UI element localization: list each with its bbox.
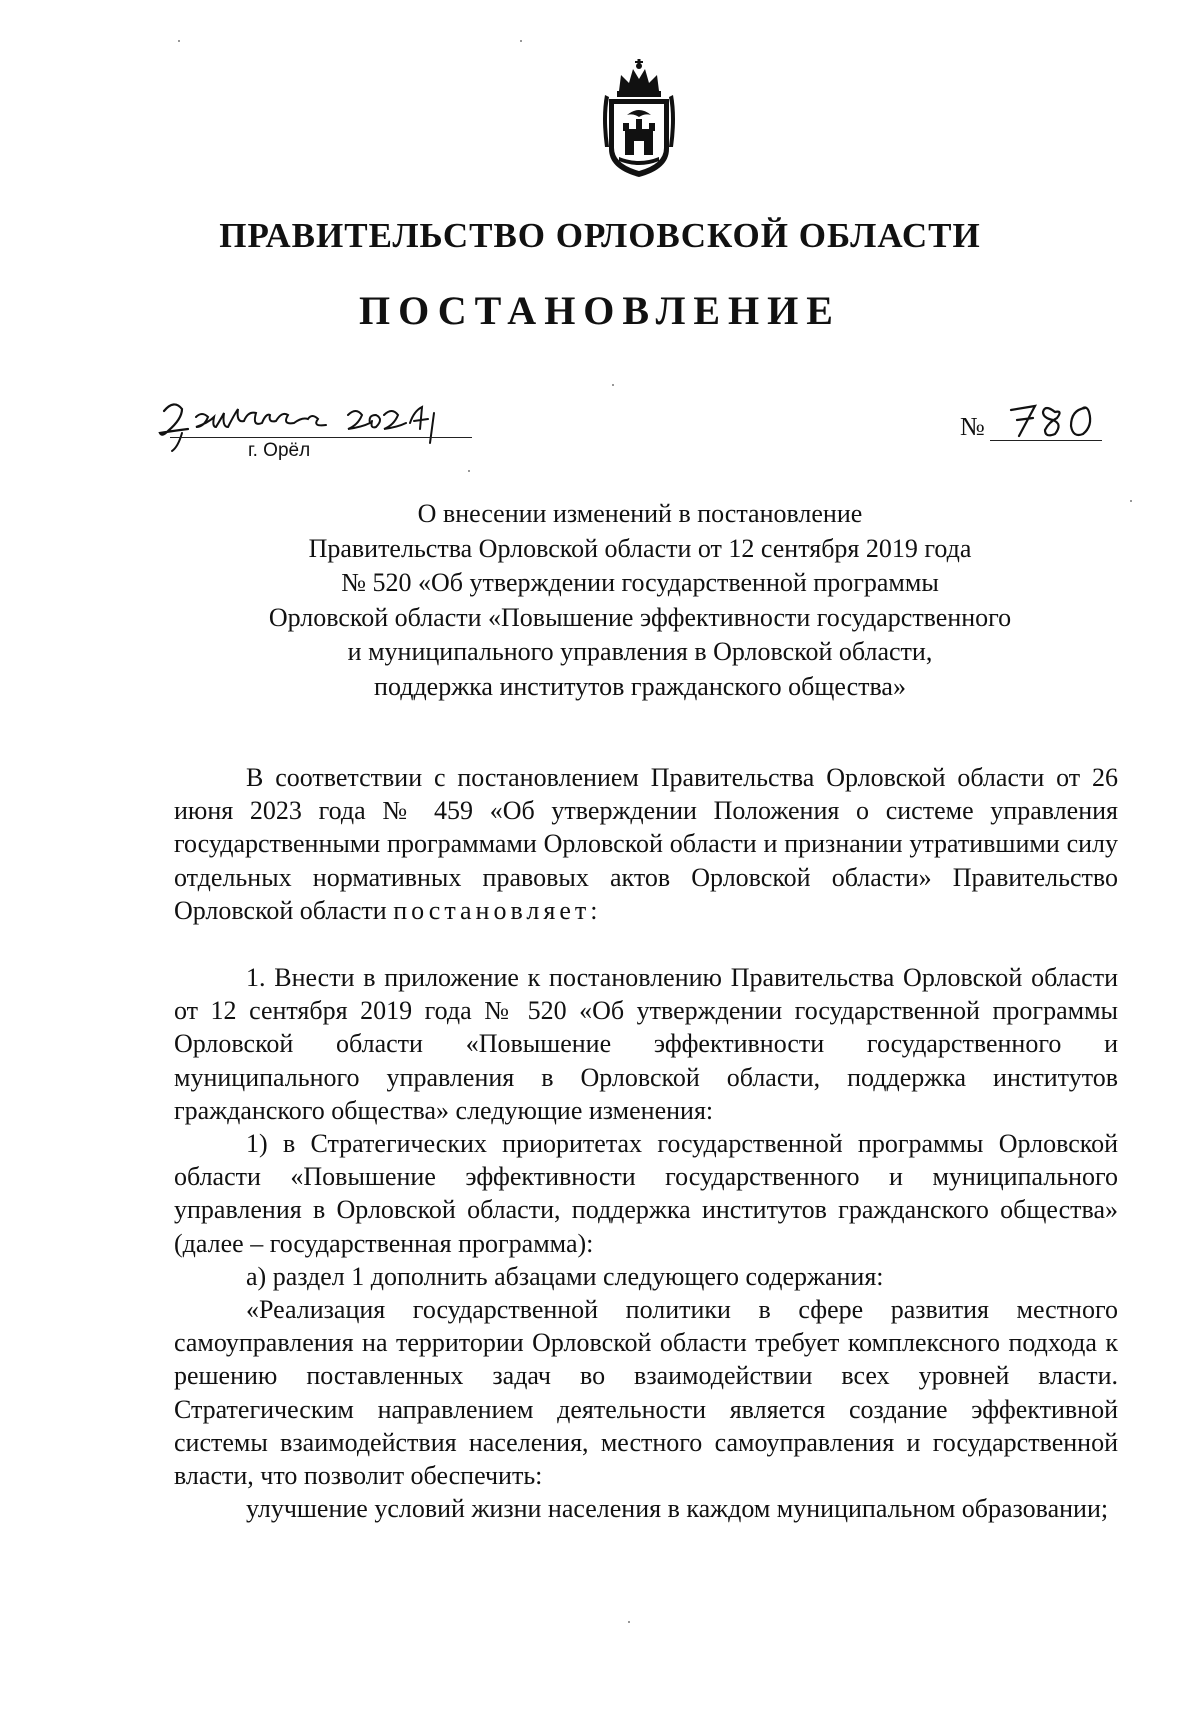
date-underline [170,437,472,438]
subject-line: О внесении изменений в постановление [417,499,863,528]
subject-line: № 520 «Об утверждении государственной программы [341,568,939,597]
list-item-paragraph: улучшение условий жизни населения в каждом муниципальном образовании; [246,1494,1109,1524]
quoted-paragraph: «Реализация государственной политики в сфере развития местного самоуправления на территории Орловской области требует комплексного подхода к решению поставленных задач во взаимодействии всех уровней власти. Стратегическим направлением деятельности является создание эффективной системы взаимодействия населения, местного самоуправления и государственной власти, что позволит обеспечить: [174,1295,1118,1491]
document-subject [160,497,1120,704]
scan-speck [628,1621,630,1623]
number-label: № [960,412,985,441]
preamble-text: В соответствии с постановлением Правительства Орловской области от 26 июня 2023 года № 459 «Об утверждении Положения о системе управления государственными программами Орловской области и признании утратившими силу отдельных нормативных правовых актов Орловской области» Правительство Орловской области [174,763,1118,925]
item-1-paragraph: 1. Внести в приложение к постановлению Правительства Орловской области от 12 сентября 2019 года № 520 «Об утверждении государственной программы Орловской области «Повышение эффективности государственного и муниципального управления в Орловской области, поддержка институтов гражданского общества» следующие изменения: [174,963,1118,1125]
number-underline [990,440,1102,441]
handwritten-date [152,393,482,453]
handwritten-number [1005,396,1115,446]
city-label: г. Орёл [248,440,311,461]
scan-speck [612,384,614,386]
subject-line: Правительства Орловской области от 12 сентября 2019 года [308,533,972,563]
document-body [174,761,1118,1525]
scan-speck [520,40,522,42]
subject-line: поддержка институтов гражданского общества» [374,671,906,701]
preamble-paragraph [174,761,1118,927]
decree-word: постановляет: [393,895,602,925]
orel-region-coat-of-arms-icon [599,57,679,180]
document-type-title: ПОСТАНОВЛЕНИЕ [359,288,841,333]
organization-title: ПРАВИТЕЛЬСТВО ОРЛОВСКОЙ ОБЛАСТИ [219,216,981,255]
item-1-1-a-paragraph: а) раздел 1 дополнить абзацами следующего содержания: [246,1261,884,1291]
item-1-1-paragraph: 1) в Стратегических приоритетах государственной программы Орловской области «Повышение эффективности государственного и муниципального управления в Орловской области, поддержка институтов гражданского общества» (далее – государственная программа): [174,1129,1118,1258]
subject-line: Орловской области «Повышение эффективности государственного [268,602,1012,632]
scan-speck [468,470,470,472]
subject-line: и муниципального управления в Орловской области, [347,637,933,666]
scan-speck [178,40,180,42]
scan-speck [1130,500,1132,502]
